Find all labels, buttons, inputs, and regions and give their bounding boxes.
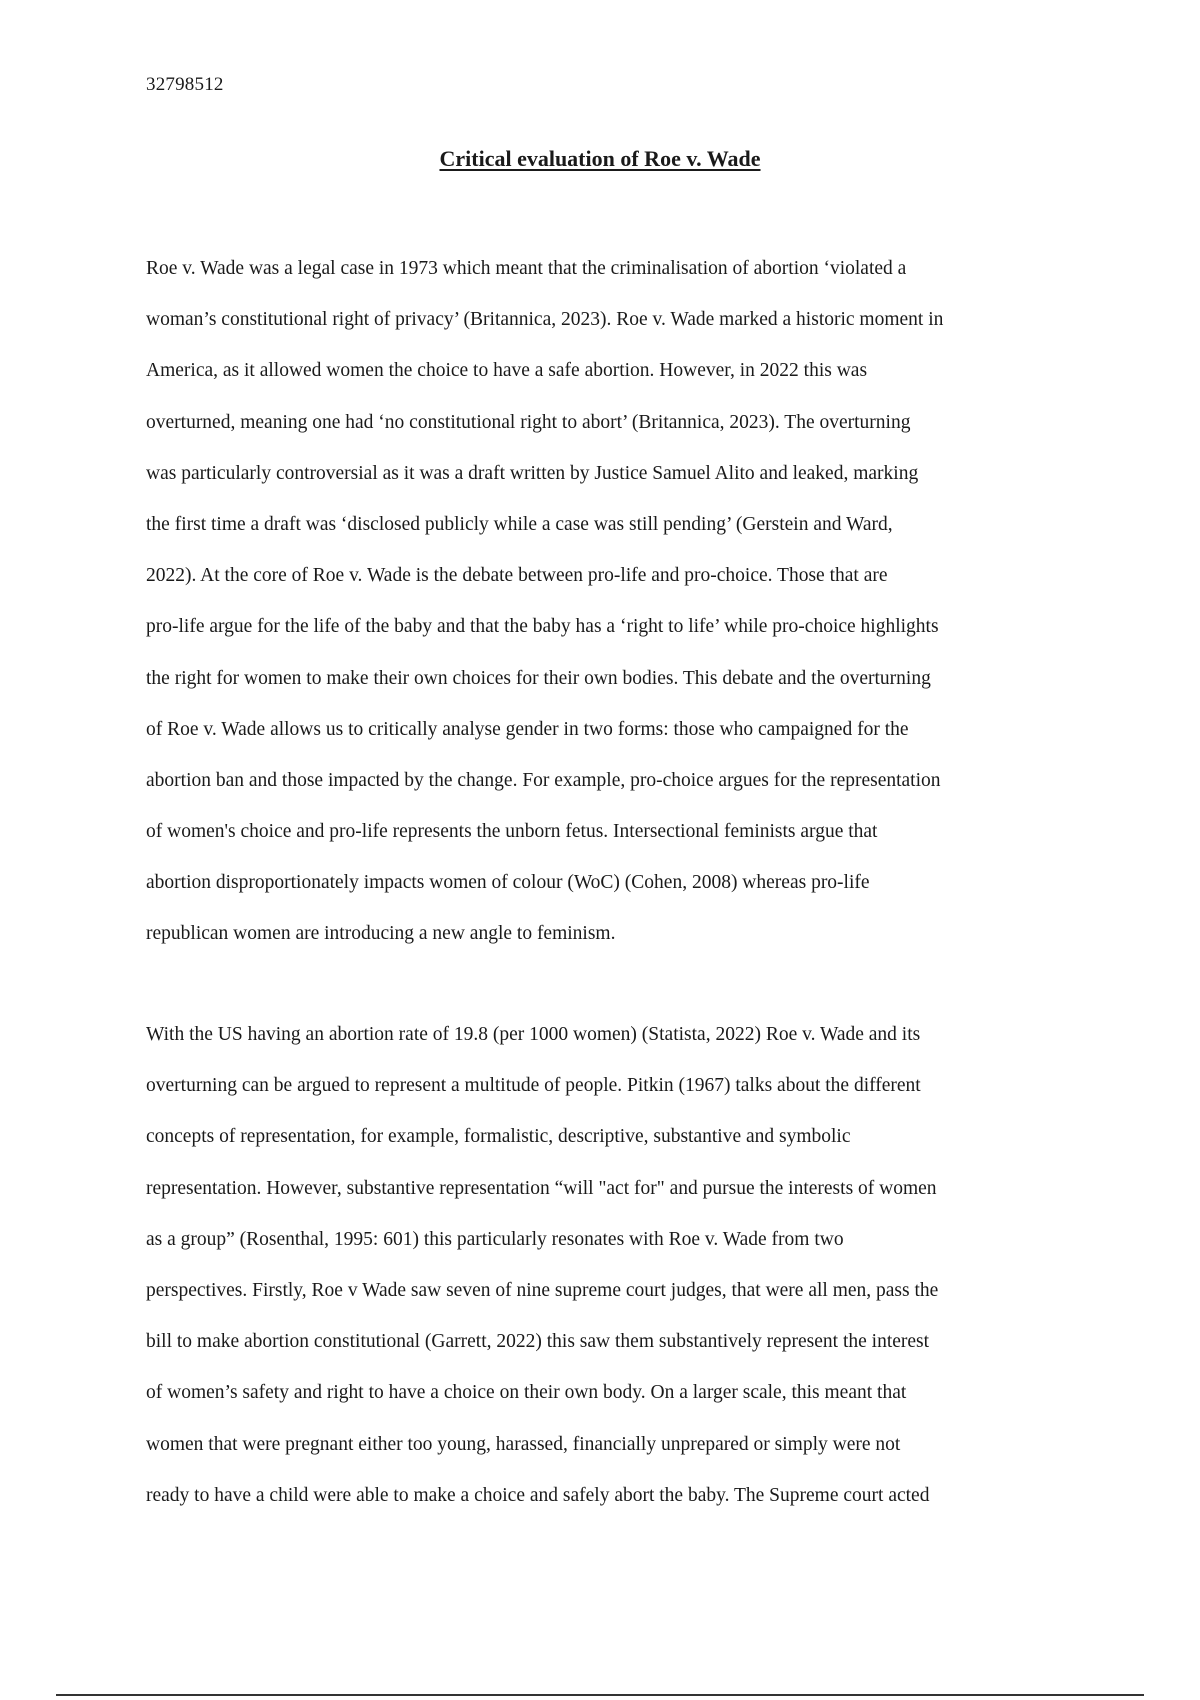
student-id: 32798512 bbox=[146, 74, 224, 95]
paragraph-1 bbox=[146, 254, 1066, 971]
paragraph-line: woman’s constitutional right of privacy’ (Britannica, 2023). Roe v. Wade marked a historic moment in bbox=[146, 309, 944, 331]
paragraph-line: of women’s safety and right to have a choice on their own body. On a larger scale, this meant that bbox=[146, 1382, 907, 1404]
paragraph-line: abortion ban and those impacted by the change. For example, pro-choice argues for the representation bbox=[146, 769, 941, 791]
paragraph-line: With the US having an abortion rate of 19.8 (per 1000 women) (Statista, 2022) Roe v. Wade and its bbox=[146, 1024, 921, 1045]
paragraph-line: of Roe v. Wade allows us to critically analyse gender in two forms: those who campaigned for the bbox=[146, 718, 909, 740]
paragraph-line: the first time a draft was ‘disclosed publicly while a case was still pending’ (Gerstein and Ward, bbox=[146, 513, 893, 535]
paragraph-line: the right for women to make their own choices for their own bodies. This debate and the overturning bbox=[146, 667, 931, 689]
paragraph-line: 2022). At the core of Roe v. Wade is the debate between pro-life and pro-choice. Those that are bbox=[146, 565, 888, 587]
paragraph-line: perspectives. Firstly, Roe v Wade saw seven of nine supreme court judges, that were all men, pass the bbox=[146, 1279, 939, 1301]
paragraph-line: concepts of representation, for example, formalistic, descriptive, substantive and symbolic bbox=[146, 1126, 851, 1148]
paragraph-line: representation. However, substantive representation “will "act for" and pursue the interests of women bbox=[146, 1177, 937, 1199]
paragraph-line: ready to have a child were able to make a choice and safely abort the baby. The Supreme court acted bbox=[146, 1484, 930, 1506]
paragraph-line: bill to make abortion constitutional (Garrett, 2022) this saw them substantively represent the interest bbox=[146, 1331, 930, 1353]
paragraph-line: was particularly controversial as it was a draft written by Justice Samuel Alito and leaked, marking bbox=[146, 462, 919, 484]
paragraph-line: America, as it allowed women the choice to have a safe abortion. However, in 2022 this was bbox=[146, 360, 868, 382]
paragraph-line: as a group” (Rosenthal, 1995: 601) this particularly resonates with Roe v. Wade from two bbox=[146, 1228, 844, 1250]
paragraph-line: Roe v. Wade was a legal case in 1973 which meant that the criminalisation of abortion ‘violated a bbox=[146, 258, 907, 279]
paragraph-2 bbox=[146, 1020, 1066, 1532]
page-title: Critical evaluation of Roe v. Wade bbox=[439, 146, 761, 171]
paragraph-line: abortion disproportionately impacts women of colour (WoC) (Cohen, 2008) whereas pro-life bbox=[146, 872, 870, 894]
page-bottom-divider bbox=[56, 1694, 1144, 1696]
paragraph-line: republican women are introducing a new angle to feminism. bbox=[146, 923, 616, 945]
paragraph-line: women that were pregnant either too young, harassed, financially unprepared or simply were not bbox=[146, 1433, 901, 1455]
paragraph-line: overturned, meaning one had ‘no constitutional right to abort’ (Britannica, 2023). The overturning bbox=[146, 411, 911, 433]
paragraph-line: pro-life argue for the life of the baby and that the baby has a ‘right to life’ while pro-choice highlights bbox=[146, 616, 939, 638]
paragraph-line: of women's choice and pro-life represents the unborn fetus. Intersectional feminists argue that bbox=[146, 821, 878, 843]
paragraph-line: overturning can be argued to represent a multitude of people. Pitkin (1967) talks about the different bbox=[146, 1075, 921, 1097]
